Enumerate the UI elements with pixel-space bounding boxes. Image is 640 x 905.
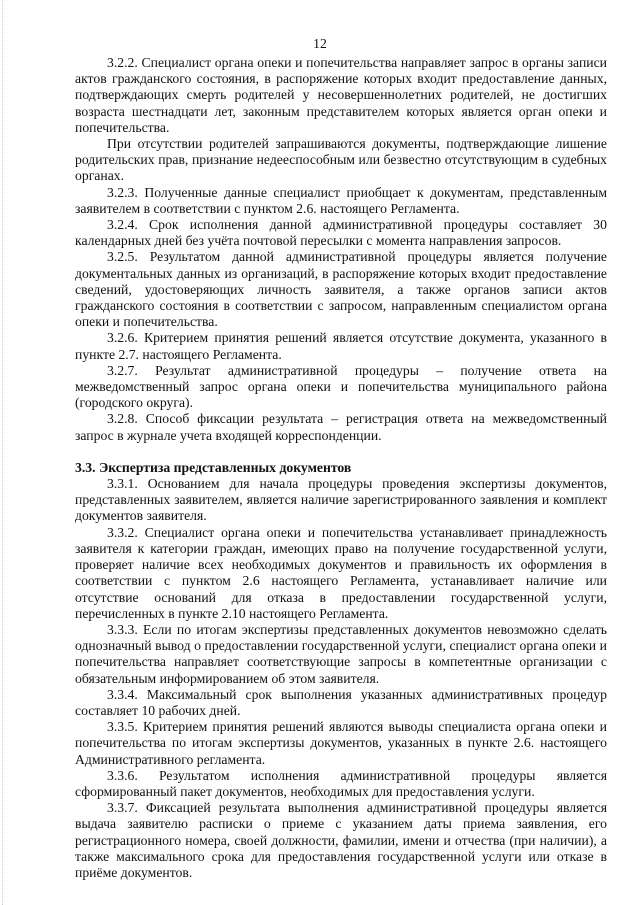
paragraph-3-2-2: 3.2.2. Специалист органа опеки и попечительства направляет запрос в органы записи актов гражданского состояния, в распоряжение которых входит предоставление данных, подтверждающих смерть родителей у несовершеннолетних родителей, не достигших возраста шестнадцати лет, законным представителем которых является орган опеки и попечительства. [75,55,607,135]
paragraph-3-3-4: 3.3.4. Максимальный срок выполнения указанных административных процедур составляет 10 рабочих дней. [75,686,607,718]
paragraph-3-3-1: 3.3.1. Основанием для начала процедуры проведения экспертизы документов, представленных заявителем, является наличие зарегистрированного заявления и комплект документов заявителя. [75,476,607,524]
paragraph-3-2-4: 3.2.4. Срок исполнения данной административной процедуры составляет 30 календарных дней без учёта почтовой пересылки с момента направления запросов. [75,217,607,249]
paragraph-3-3-3: 3.3.3. Если по итогам экспертизы представленных документов невозможно сделать однозначный вывод о предоставлении государственной услуги, специалист органа опеки и попечительства направляет соответствующие запросы в компетентные организации с обязательным информированием об этом заявителя. [75,621,607,686]
paragraph-3-2-7: 3.2.7. Результат административной процедуры – получение ответа на межведомственный запрос органа опеки и попечительства муниципального района (городского округа). [75,362,607,411]
paragraph-3-2-6: 3.2.6. Критерием принятия решений является отсутствие документа, указанного в пункте 2.7. настоящего Регламента. [75,330,607,362]
paragraph-3-2-8: 3.2.8. Способ фиксации результата – регистрация ответа на межведомственный запрос в журнале учета входящей корреспонденции. [75,411,607,443]
page-number: 12 [313,36,327,51]
paragraph-3-3-6: 3.3.6. Результатом исполнения административной процедуры является сформированный пакет документов, необходимых для предоставления услуги. [75,767,607,799]
document-body [75,55,607,881]
paragraph-parents-absence: При отсутствии родителей запрашиваются документы, подтверждающие лишение родительских прав, признание недееспособным или безвестно отсутствующим в судебных органах. [75,136,607,184]
scan-edge-marks [2,0,6,905]
paragraph-3-2-3: 3.2.3. Полученные данные специалист приобщает к документам, представленным заявителем в соответствии с пунктом 2.6. настоящего Регламента. [75,184,607,216]
paragraph-3-3-2: 3.3.2. Специалист органа опеки и попечительства устанавливает принадлежность заявителя к категории граждан, имеющих право на получение государственной услуги, проверяет наличие всех необходимых документов и правильность их оформления в соответствии с пунктом 2.6 настоящего Регламента, устанавливает наличие или отсутствие оснований для отказа в предоставлении государственной услуги, перечисленных в пункте 2.10 настоящего Регламента. [75,524,607,621]
paragraph-3-3-7: 3.3.7. Фиксацией результата выполнения административной процедуры является выдача заявителю расписки о приеме с указанием даты приема заявления, его регистрационного номера, своей должности, фамилии, имени и отчества (при наличии), а также максимального срока для предоставления государственной услуги или отказе в приёме документов. [75,800,607,880]
paragraph-3-2-5: 3.2.5. Результатом данной административной процедуры является получение документальных данных из организаций, в распоряжение которых входит предоставление сведений, удостоверяющих личность заявителя, а также органов записи актов гражданского состояния в соответствии с запросом, направленным специалистом органа опеки и попечительства. [75,249,607,330]
section-heading: 3.3. Экспертиза представленных документов [75,459,352,475]
paragraph-3-3-5: 3.3.5. Критерием принятия решений являются выводы специалиста органа опеки и попечительства по итогам экспертизы документов, указанных в пункте 2.6. настоящего Административного регламента. [75,719,607,767]
